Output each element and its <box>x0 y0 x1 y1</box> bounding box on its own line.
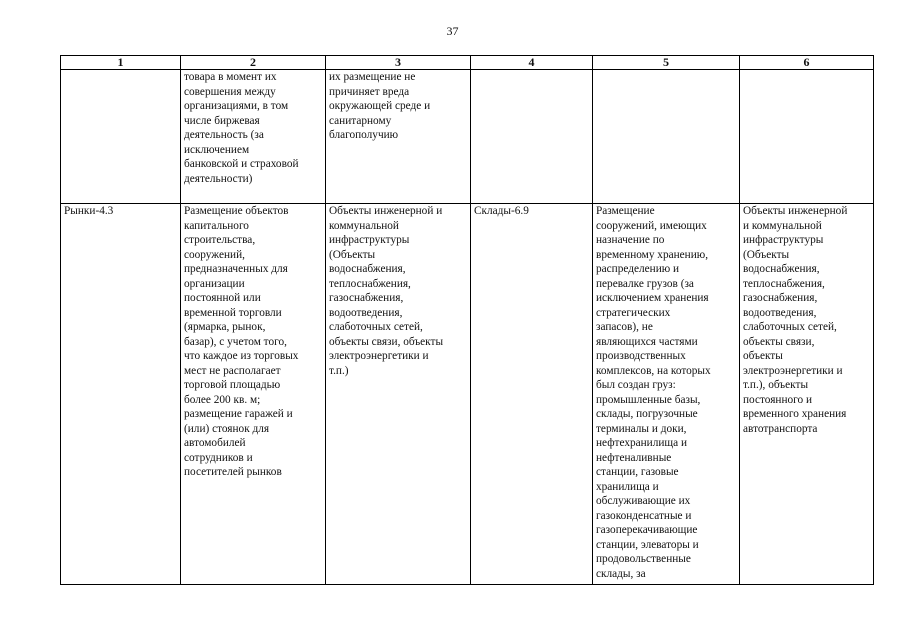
column-header-5: 5 <box>593 56 740 70</box>
column-header-4: 4 <box>471 56 593 70</box>
table-cell <box>471 70 593 204</box>
table-cell: Объекты инженерной и коммунальной инфраструктуры (Объекты водоснабжения, теплоснабжения, газоснабжения, водоотведения, слаботочных сетей, объекты связи, объекты электроэнергетики и т.п.), объекты постоянного и временного хранения автотранспорта <box>740 204 874 585</box>
table-cell: Склады-6.9 <box>471 204 593 585</box>
table-cell: Размещение объектов капитального строительства, сооружений, предназначенных для организации постоянной или временной торговли (ярмарка, рынок, базар), с учетом того, что каждое из торговых мест не располагает торговой площадью более 200 кв. м; размещение гаражей и (или) стоянок для автомобилей сотрудников и посетителей рынков <box>181 204 326 585</box>
table-row <box>61 204 874 585</box>
column-header-1: 1 <box>61 56 181 70</box>
column-header-3: 3 <box>326 56 471 70</box>
table-cell: их размещение не причиняет вреда окружающей среде и санитарному благополучию <box>326 70 471 204</box>
header-row <box>61 56 874 70</box>
table-cell <box>740 70 874 204</box>
table-cell: товара в момент их совершения между организациями, в том числе биржевая деятельность (за исключением банковской и страховой деятельности) <box>181 70 326 204</box>
table-cell: Объекты инженерной и коммунальной инфраструктуры (Объекты водоснабжения, теплоснабжения, газоснабжения, водоотведения, слаботочных сетей, объекты связи, объекты электроэнергетики и т.п.) <box>326 204 471 585</box>
table-cell: Размещение сооружений, имеющих назначение по временному хранению, распределению и перевалке грузов (за исключением хранения стратегических запасов), не являющихся частями производственных комплексов, на которых был создан груз: промышленные базы, склады, погрузочные терминалы и доки, нефтехранилища и нефтеналивные станции, газовые хранилища и обслуживающие их газоконденсатные и газоперекачивающие станции, элеваторы и продовольственные склады, за <box>593 204 740 585</box>
column-header-2: 2 <box>181 56 326 70</box>
column-header-6: 6 <box>740 56 874 70</box>
table-row <box>61 70 874 204</box>
table-cell <box>61 70 181 204</box>
land-use-table <box>60 55 874 585</box>
page-number: 37 <box>446 24 459 38</box>
table-cell: Рынки-4.3 <box>61 204 181 585</box>
table-cell <box>593 70 740 204</box>
